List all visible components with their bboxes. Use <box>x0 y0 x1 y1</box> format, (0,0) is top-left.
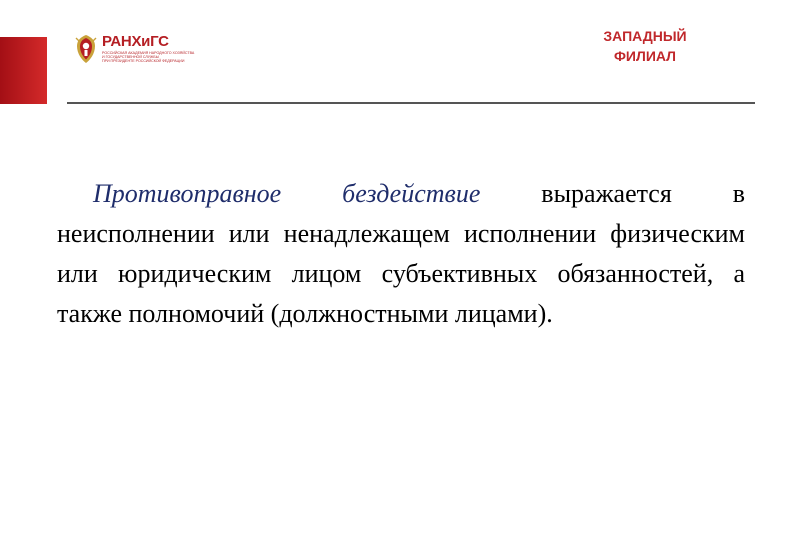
academy-logo <box>75 33 195 66</box>
coat-of-arms-emblem-icon <box>75 34 97 64</box>
logo-subtitle-line: И ГОСУДАРСТВЕННОЙ СЛУЖБЫ <box>102 55 159 60</box>
decorative-red-bar <box>0 37 47 104</box>
logo-subtitle <box>102 51 202 64</box>
logo-name: РАНХиГС <box>102 33 169 50</box>
highlighted-term: Противоправное бездействие <box>93 179 481 208</box>
branch-title-line1: ЗАПАДНЫЙ <box>603 28 687 44</box>
paragraph-text: выражается в неисполнении или ненадлежащем исполнении физическим или юридическим лицом субъективных обязанностей, а также полномочий (должностными лицами). <box>57 179 745 328</box>
header-divider <box>67 102 755 104</box>
logo-subtitle-line: РОССИЙСКАЯ АКАДЕМИЯ НАРОДНОГО ХОЗЯЙСТВА <box>102 51 195 55</box>
branch-title-line2: ФИЛИАЛ <box>613 48 676 64</box>
logo-subtitle-line: ПРИ ПРЕЗИДЕНТЕ РОССИЙСКОЙ ФЕДЕРАЦИИ <box>102 59 185 64</box>
main-paragraph <box>57 174 745 334</box>
branch-title <box>575 26 715 66</box>
